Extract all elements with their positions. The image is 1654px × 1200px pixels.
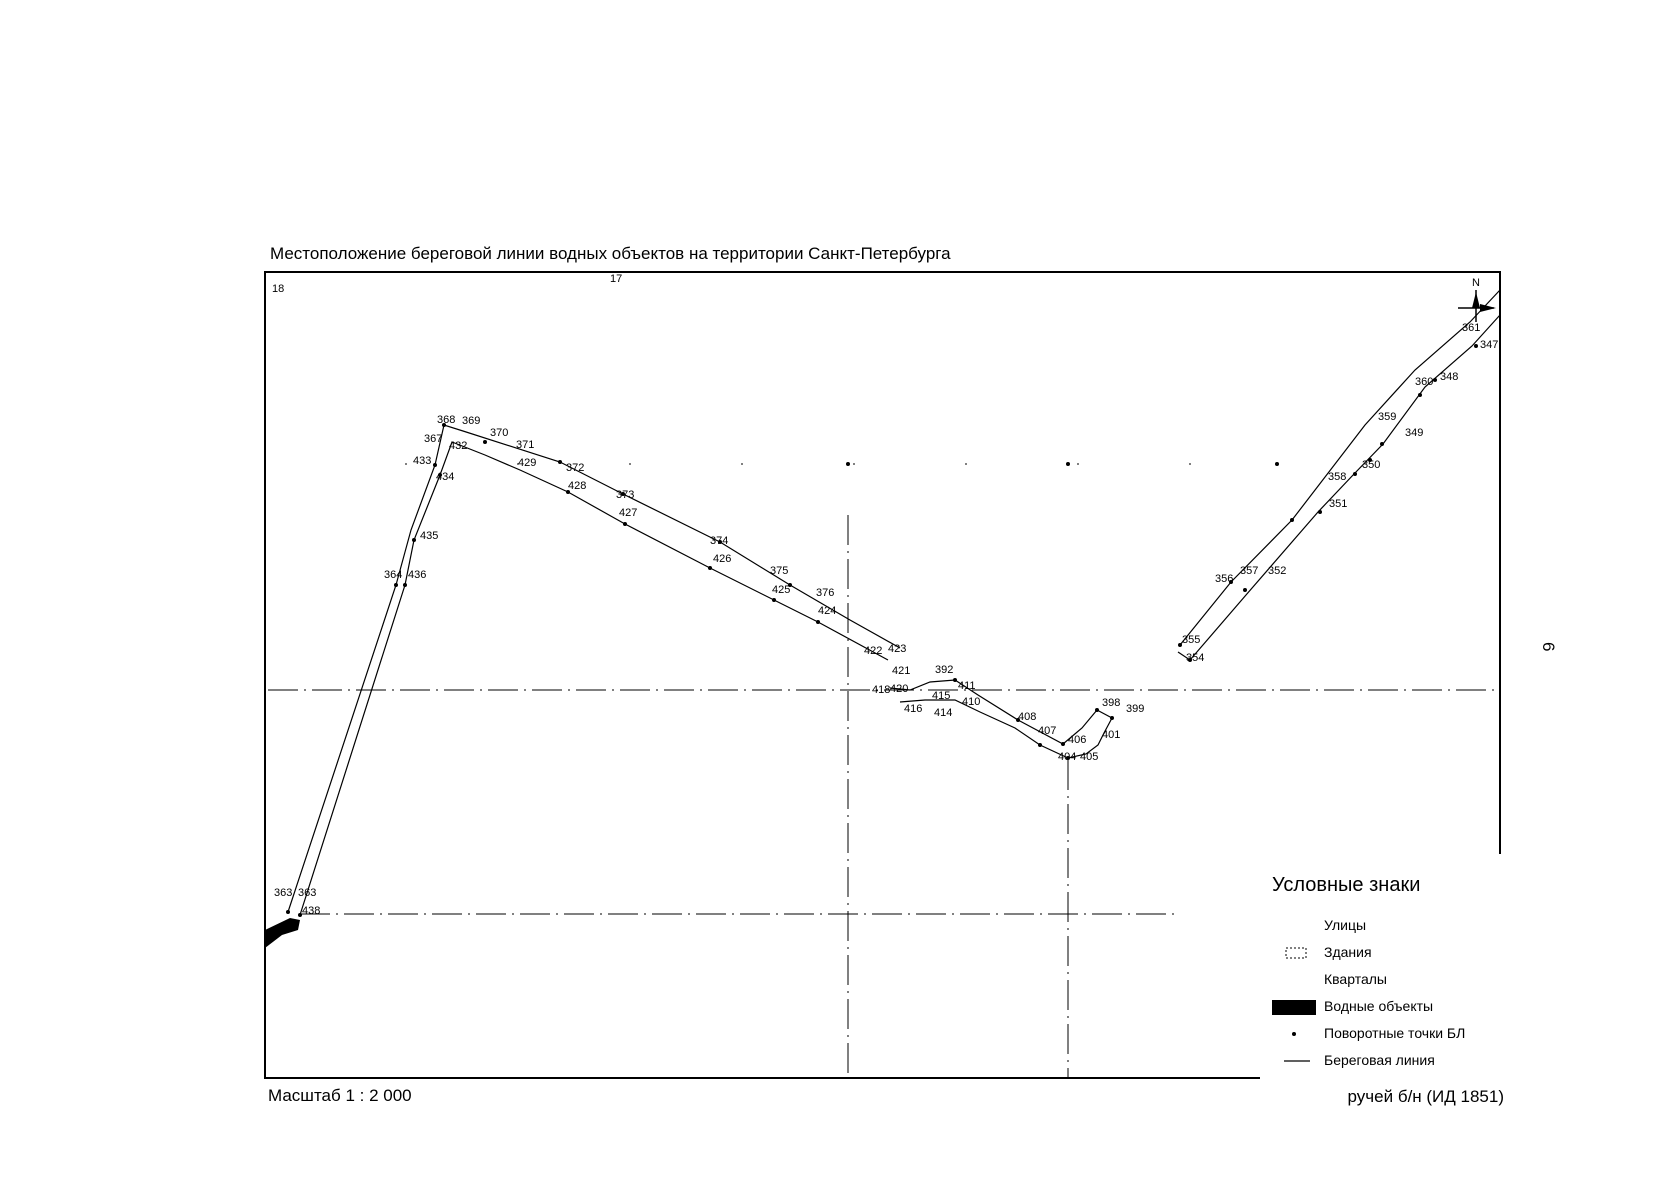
building-symbol-icon bbox=[1272, 945, 1316, 961]
legend bbox=[1260, 854, 1502, 1082]
legend-item-label: Улицы bbox=[1324, 917, 1367, 933]
point-label: 410 bbox=[962, 696, 981, 708]
point-label: 427 bbox=[619, 507, 638, 519]
point-label: 414 bbox=[934, 707, 953, 719]
shorelines bbox=[288, 290, 1500, 915]
legend-item-label: Поворотные точки БЛ bbox=[1324, 1025, 1466, 1041]
point-label: 404 bbox=[1058, 751, 1077, 763]
point-label: 435 bbox=[420, 530, 439, 542]
map-title: Местоположение береговой линии водных объектов на территории Санкт-Петербурга bbox=[270, 244, 951, 263]
point-label: 428 bbox=[568, 480, 587, 492]
turning-point bbox=[286, 910, 290, 914]
shoreline-symbol-icon bbox=[1272, 1053, 1316, 1069]
point-label: 438 bbox=[302, 905, 321, 917]
turning-point bbox=[816, 620, 820, 624]
street-symbol-icon bbox=[1272, 918, 1316, 934]
point-label: 434 bbox=[436, 471, 455, 483]
legend-item-label: Водные объекты bbox=[1324, 998, 1434, 1014]
point-label: 355 bbox=[1182, 634, 1201, 646]
point-label: 351 bbox=[1329, 498, 1348, 510]
water-body bbox=[265, 918, 300, 948]
shoreline-right-inner bbox=[1178, 315, 1500, 660]
legend-item-label: Береговая линия bbox=[1324, 1052, 1435, 1068]
point-label: 375 bbox=[770, 565, 789, 577]
point-label: 372 bbox=[566, 462, 585, 474]
water-object-name: ручей б/н (ИД 1851) bbox=[1347, 1087, 1504, 1106]
point-label: 364 bbox=[384, 569, 403, 581]
point-label: 423 bbox=[888, 643, 907, 655]
point-label: 348 bbox=[1440, 371, 1459, 383]
block-symbol-icon bbox=[1272, 972, 1316, 988]
point-label: 433 bbox=[413, 455, 432, 467]
turning-point bbox=[558, 460, 562, 464]
point-label: 418 bbox=[872, 684, 891, 696]
turning-point bbox=[1433, 378, 1437, 382]
turning-point bbox=[623, 522, 627, 526]
legend-item-buildings bbox=[1260, 943, 1502, 963]
corner-label: 18 bbox=[272, 283, 285, 295]
legend-item-shoreline bbox=[1260, 1051, 1502, 1071]
point-label: 354 bbox=[1186, 652, 1205, 664]
point-label: 429 bbox=[518, 457, 537, 469]
point-label: 373 bbox=[616, 489, 635, 501]
point-label: 356 bbox=[1215, 573, 1234, 585]
turning-point bbox=[772, 598, 776, 602]
shoreline-mid bbox=[890, 680, 1112, 758]
point-label: 425 bbox=[772, 584, 791, 596]
turning-point bbox=[433, 463, 437, 467]
point-label: 406 bbox=[1068, 734, 1087, 746]
point-label: 347 bbox=[1480, 339, 1499, 351]
point-label: 352 bbox=[1268, 565, 1287, 577]
point-label: 358 bbox=[1328, 471, 1347, 483]
turning-point bbox=[1038, 743, 1042, 747]
turning-point bbox=[846, 462, 850, 466]
point-label: 374 bbox=[710, 535, 729, 547]
point-label: 371 bbox=[516, 439, 535, 451]
top-label: 17 bbox=[610, 273, 623, 285]
turning-point bbox=[483, 440, 487, 444]
point-label: 420 bbox=[890, 683, 909, 695]
turning-point bbox=[1243, 588, 1247, 592]
turning-point bbox=[1275, 462, 1279, 466]
point-label: 416 bbox=[904, 703, 923, 715]
legend-item-label: Здания bbox=[1324, 944, 1372, 960]
point-label: 369 bbox=[462, 415, 481, 427]
turning-point bbox=[412, 538, 416, 542]
point-label: 405 bbox=[1080, 751, 1099, 763]
point-label: 436 bbox=[408, 569, 427, 581]
turning-point bbox=[1318, 510, 1322, 514]
turning-point bbox=[394, 583, 398, 587]
point-label: 367 bbox=[424, 433, 443, 445]
legend-item-blocks bbox=[1260, 970, 1502, 990]
turning-point bbox=[1290, 518, 1294, 522]
point-label: 370 bbox=[490, 427, 509, 439]
turning-point-symbol-icon bbox=[1272, 1026, 1316, 1042]
shoreline-left-outer bbox=[288, 425, 900, 912]
turning-point bbox=[1418, 393, 1422, 397]
point-labels bbox=[274, 322, 1498, 917]
turning-point bbox=[1061, 742, 1065, 746]
point-label: 350 bbox=[1362, 459, 1381, 471]
point-label: 422 bbox=[864, 645, 883, 657]
legend-item-turning-points bbox=[1260, 1024, 1502, 1044]
turning-point bbox=[1110, 716, 1114, 720]
point-label: 363 bbox=[298, 887, 317, 899]
turning-point bbox=[1095, 708, 1099, 712]
map-scale: Масштаб 1 : 2 000 bbox=[268, 1086, 412, 1105]
shoreline-left-inner bbox=[300, 442, 891, 915]
turning-points bbox=[286, 344, 1478, 917]
legend-item-label: Кварталы bbox=[1324, 971, 1387, 987]
point-label: 361 bbox=[1462, 322, 1481, 334]
water-body-symbol-icon bbox=[1272, 999, 1316, 1015]
point-label: 421 bbox=[892, 665, 911, 677]
point-label: 376 bbox=[816, 587, 835, 599]
point-label: 408 bbox=[1018, 711, 1037, 723]
turning-point bbox=[1353, 472, 1357, 476]
point-label: 363 bbox=[274, 887, 293, 899]
legend-item-streets bbox=[1260, 916, 1502, 936]
point-label: 357 bbox=[1240, 565, 1259, 577]
point-label: 426 bbox=[713, 553, 732, 565]
turning-point bbox=[1474, 344, 1478, 348]
point-label: 411 bbox=[958, 680, 976, 692]
point-label: 399 bbox=[1126, 703, 1145, 715]
turning-point bbox=[1380, 442, 1384, 446]
legend-title: Условные знаки bbox=[1272, 874, 1421, 896]
point-label: 392 bbox=[935, 664, 954, 676]
turning-point bbox=[708, 566, 712, 570]
point-label: 407 bbox=[1038, 725, 1057, 737]
turning-point bbox=[403, 583, 407, 587]
point-label: 359 bbox=[1378, 411, 1397, 423]
point-label: 398 bbox=[1102, 697, 1121, 709]
point-label: 368 bbox=[437, 414, 456, 426]
point-label: 401 bbox=[1102, 729, 1121, 741]
turning-point bbox=[953, 678, 957, 682]
legend-item-water bbox=[1260, 997, 1502, 1017]
point-label: 360 bbox=[1415, 376, 1434, 388]
point-label: 349 bbox=[1405, 427, 1424, 439]
point-label: 432 bbox=[449, 440, 468, 452]
point-label: 415 bbox=[932, 690, 951, 702]
turning-point bbox=[1066, 462, 1070, 466]
point-label: 424 bbox=[818, 605, 837, 617]
svg-text:N: N bbox=[1472, 277, 1480, 289]
page-number: 6 bbox=[1539, 642, 1558, 652]
shoreline-right-outer bbox=[1180, 290, 1500, 645]
